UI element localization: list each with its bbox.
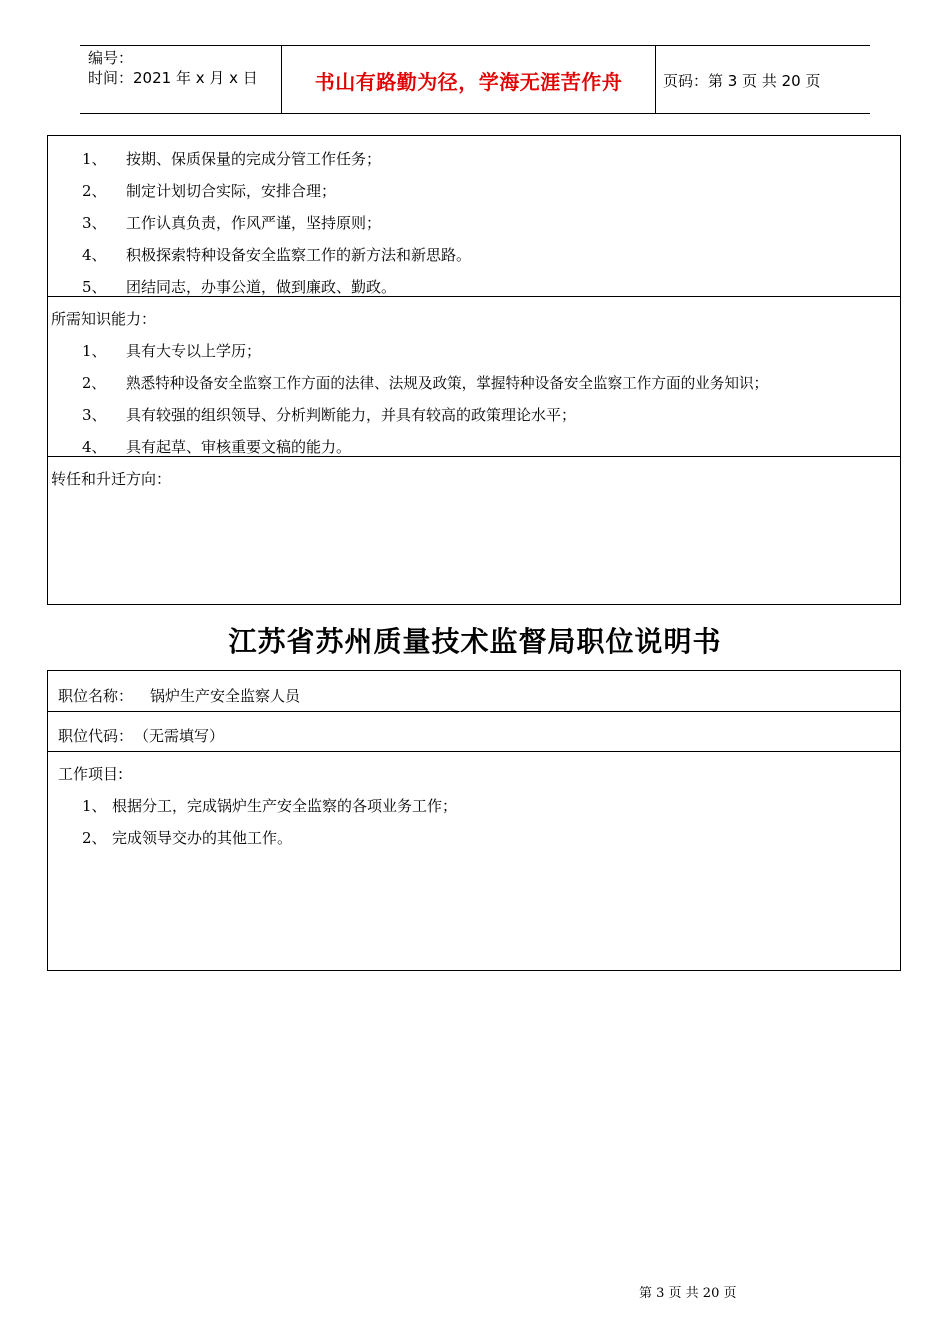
list-item: 2、 制定计划切合实际，安排合理；	[82, 182, 337, 200]
position-name-label: 职位名称：	[58, 687, 134, 705]
list-item: 3、 工作认真负责，作风严谨，坚持原则；	[82, 214, 382, 232]
list-item: 2、 完成领导交办的其他工作。	[82, 829, 293, 847]
list-item: 1、 根据分工，完成锅炉生产安全监察的各项业务工作；	[82, 797, 458, 815]
list-item: 1、 按期、保质保量的完成分管工作任务；	[82, 150, 382, 168]
list-item: 2、 熟悉特种设备安全监察工作方面的法律、法规及政策，掌握特种设备安全监察工作方面的业务知识；	[82, 375, 769, 392]
position-code-value: （无需填写）	[134, 727, 225, 745]
header-meta	[88, 48, 258, 88]
list-item: 3、 具有较强的组织领导、分析判断能力，并具有较高的政策理论水平；	[82, 406, 577, 424]
list-item: 4、 具有起草、审核重要文稿的能力。	[82, 438, 352, 456]
header-time: 时间：2021 年 x 月 x 日	[88, 69, 258, 87]
header-divider-right	[655, 45, 656, 113]
position-code-label: 职位代码：	[58, 727, 134, 745]
footer-page-number: 第 3 页 共 20 页	[639, 1286, 737, 1301]
position-box	[47, 670, 901, 971]
duty-standards-box	[47, 135, 901, 605]
work-items-label: 工作项目:	[58, 765, 124, 783]
row-divider	[48, 711, 900, 712]
header-motto: 书山有路勤为径，学海无涯苦作舟	[314, 70, 623, 94]
document-title: 江苏省苏州质量技术监督局职位说明书	[228, 625, 722, 658]
position-name-value: 锅炉生产安全监察人员	[150, 687, 301, 705]
list-item: 4、 积极探索特种设备安全监察工作的新方法和新思路。	[82, 246, 472, 264]
row-divider	[48, 751, 900, 752]
header-page-number: 页码：第 3 页 共 20 页	[663, 72, 821, 90]
header-bottom-rule	[80, 113, 870, 114]
header-top-rule	[80, 45, 870, 46]
list-item: 1、 具有大专以上学历；	[82, 342, 262, 360]
knowledge-label: 所需知识能力：	[51, 310, 157, 328]
section-divider	[48, 296, 900, 297]
list-item: 5、 团结同志，办事公道，做到廉政、勤政。	[82, 278, 397, 296]
header-number: 编号：	[88, 49, 134, 67]
career-path-label: 转任和升迁方向：	[51, 470, 172, 488]
section-divider	[48, 456, 900, 457]
